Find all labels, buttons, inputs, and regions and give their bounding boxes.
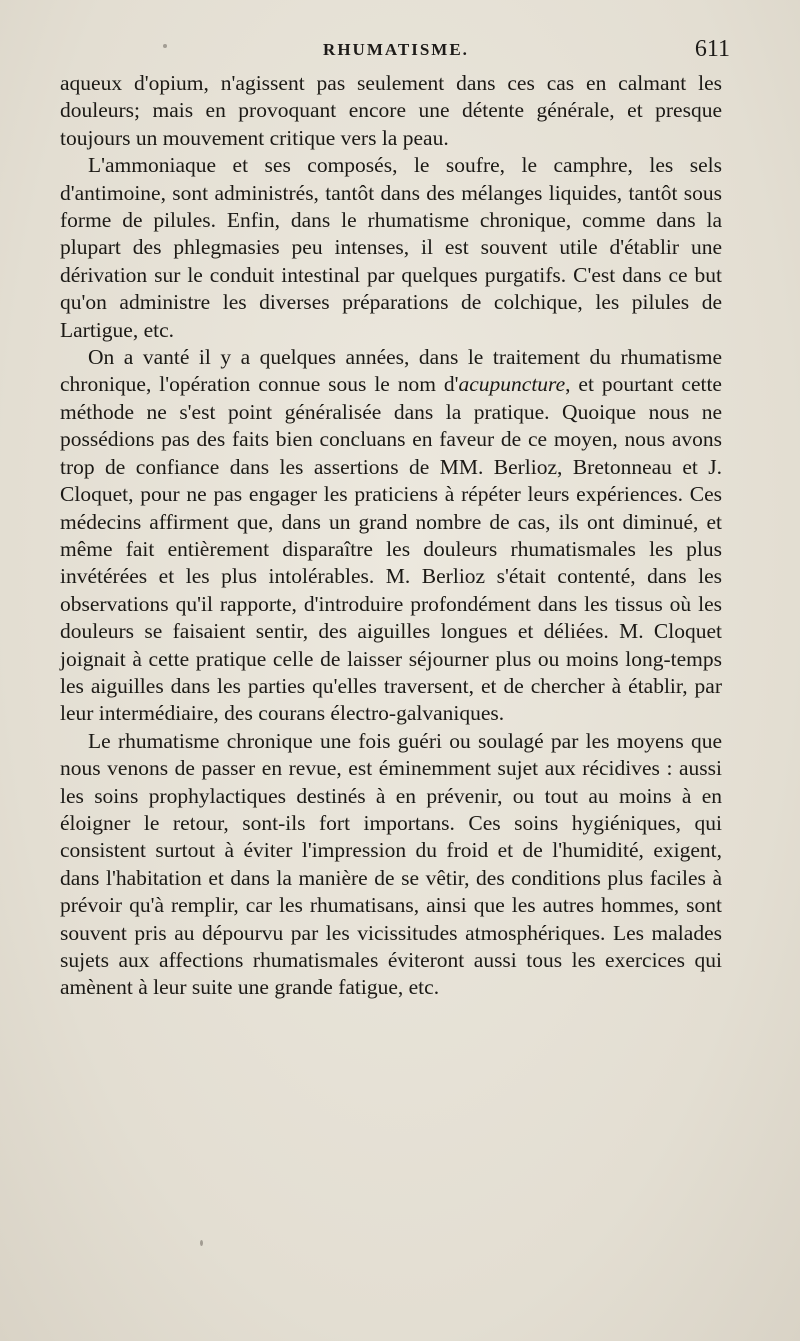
paragraph-3-emphasis: acupuncture	[458, 372, 566, 397]
paragraph-2	[60, 152, 722, 344]
ink-speck	[200, 1240, 203, 1246]
paragraph-4	[60, 728, 722, 1002]
body-text	[60, 70, 722, 1002]
paragraph-3-text-after: , et pourtant cette méthode ne s'est point généralisée dans la pratique. Quoique nous ne possédions pas des faits bien concluans en faveur de ce moyen, nous avons trop de confiance dans les assertions de MM. Berlioz, Bretonneau et J. Cloquet, pour ne pas engager les praticiens à répéter leurs expériences. Ces médecins affirment que, dans un grand nombre de cas, ils ont diminué, et même fait entièrement disparaître les douleurs rhumatismales les plus invétérées et les plus intolérables. M. Berlioz s'était contenté, dans les observations qu'il rapporte, d'introduire profondément dans les tissus où les douleurs se faisaient sentir, des aiguilles longues et déliées. M. Cloquet joignait à cette pratique celle de laisser séjourner plus ou moins long-temps les aiguilles dans les parties qu'elles traversent, et de chercher à établir, par leur intermédiaire, des courans électro-galvaniques.	[60, 372, 722, 726]
paragraph-1-text: aqueux d'opium, n'agissent pas seulement dans ces cas en calmant les douleurs; mais en provoquant encore une détente générale, et presque toujours un mouvement critique vers la peau.	[60, 71, 722, 150]
page-header	[62, 36, 730, 66]
paragraph-2-text: L'ammoniaque et ses composés, le soufre, le camphre, les sels d'antimoine, sont administrés, tantôt dans des mélanges liquides, tantôt sous forme de pilules. Enfin, dans le rhumatisme chronique, comme dans la plupart des phlegmasies peu intenses, il est souvent utile d'établir une dérivation sur le conduit intestinal par quelques purgatifs. C'est dans ce but qu'on administre les diverses préparations de colchique, les pilules de Lartigue, etc.	[60, 153, 722, 342]
paragraph-1	[60, 70, 722, 152]
running-title: RHUMATISME.	[323, 40, 469, 59]
ink-speck	[163, 44, 167, 48]
paragraph-3	[60, 344, 722, 728]
paragraph-4-text: Le rhumatisme chronique une fois guéri ou soulagé par les moyens que nous venons de passer en revue, est éminemment sujet aux récidives : aussi les soins prophylactiques destinés à en prévenir, ou tout au moins à en éloigner le retour, sont-ils fort importans. Ces soins hygiéniques, qui consistent surtout à éviter l'impression du froid et de l'humidité, exigent, dans l'habitation et dans la manière de se vêtir, des conditions plus faciles à prévoir qu'à remplir, car les rhumatisans, ainsi que les autres hommes, sont souvent pris au dépourvu par les vicissitudes atmosphériques. Les malades sujets aux affections rhumatismales éviteront aussi tous les exercices qui amènent à leur suite une grande fatigue, etc.	[60, 728, 722, 1000]
page-number: 611	[694, 36, 730, 62]
paragraph-3-text-before: On a vanté il y a quelques années, dans le traitement du rhumatisme chronique, l'opération connue sous le nom d'	[60, 345, 722, 397]
